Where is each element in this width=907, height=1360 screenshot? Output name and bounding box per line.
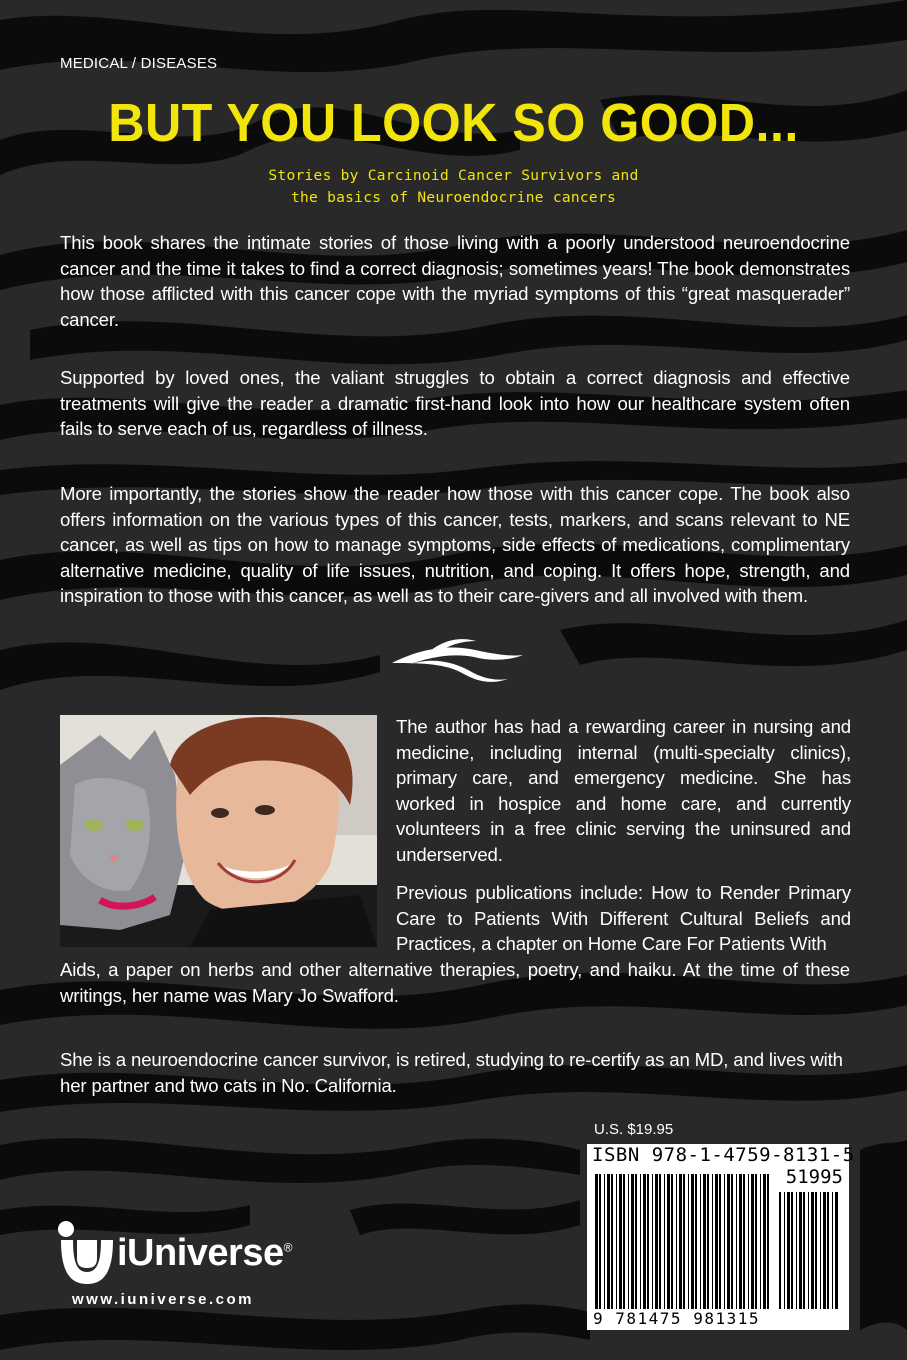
publisher-name: iUniverse® <box>117 1232 292 1274</box>
category-label: MEDICAL / DISEASES <box>60 55 218 72</box>
book-title: BUT YOU LOOK SO GOOD... <box>108 93 799 153</box>
isbn-number: ISBN 978-1-4759-8131-5 <box>592 1144 855 1166</box>
description-paragraph-3: More importantly, the stories show the reader how those with this cancer cope. The book also offers information on the various types of this cancer, tests, markers, and scans relevant to NE cancer, as well as tips on how to manage symptoms, side effects of medications, complimentary alternative medicine, quality of life issues, nutrition, and coping. It offers hope, strength, and inspiration to those with this cancer, as well as to their care-givers and all involved with them. <box>60 483 850 607</box>
author-bio-paragraph-2: Previous publications include: How to Render Primary Care to Patients With Different Cultural Beliefs and Practices, a chapter on Home Care For Patients With <box>396 882 851 955</box>
subtitle-line-1: Stories by Carcinoid Cancer Survivors and <box>268 168 639 184</box>
publisher-url: www.iuniverse.com <box>72 1291 254 1308</box>
author-bio-paragraph-3: She is a neuroendocrine cancer survivor, is retired, studying to re-certify as an MD, and lives with her partner and two cats in No. California. <box>60 1049 843 1096</box>
book-subtitle <box>0 165 907 209</box>
iuniverse-logo-icon <box>55 1218 117 1288</box>
description-paragraph-1: This book shares the intimate stories of those living with a poorly understood neuroendocrine cancer and the time it takes to find a correct diagnosis; sometimes years! The book demonstrates how those afflicted with this cancer cope with the myriad symptoms of this “great masquerader” cancer. <box>60 232 850 330</box>
price-label: U.S. $19.95 <box>594 1121 674 1138</box>
publisher-logo <box>55 1218 335 1288</box>
addon-barcode-bars <box>779 1192 841 1309</box>
price-code: 51995 <box>785 1166 843 1188</box>
registered-mark: ® <box>283 1240 292 1255</box>
swoosh-ornament-icon <box>390 635 525 685</box>
description-paragraph-2: Supported by loved ones, the valiant struggles to obtain a correct diagnosis and effective treatments will give the reader a dramatic first-hand look into how our healthcare system often fails to serve each of us, regardless of illness. <box>60 367 850 440</box>
isbn-barcode <box>587 1144 855 1330</box>
author-bio-paragraph-2-continued: Aids, a paper on herbs and other alternative therapies, poetry, and haiku. At the time of these writings, her name was Mary Jo Swafford. <box>60 959 850 1006</box>
subtitle-line-2: the basics of Neuroendocrine cancers <box>290 190 617 206</box>
author-bio-paragraph-1: The author has had a rewarding career in nursing and medicine, including internal (multi-specialty clinics), primary care, and emergency medicine. She has worked in hospice and home care, and currently volunteers in a free clinic serving the uninsured and underserved. <box>396 716 851 865</box>
author-photo <box>60 715 377 947</box>
ean-digits: 9 781475 981315 <box>593 1309 760 1328</box>
barcode-bars <box>595 1174 771 1309</box>
